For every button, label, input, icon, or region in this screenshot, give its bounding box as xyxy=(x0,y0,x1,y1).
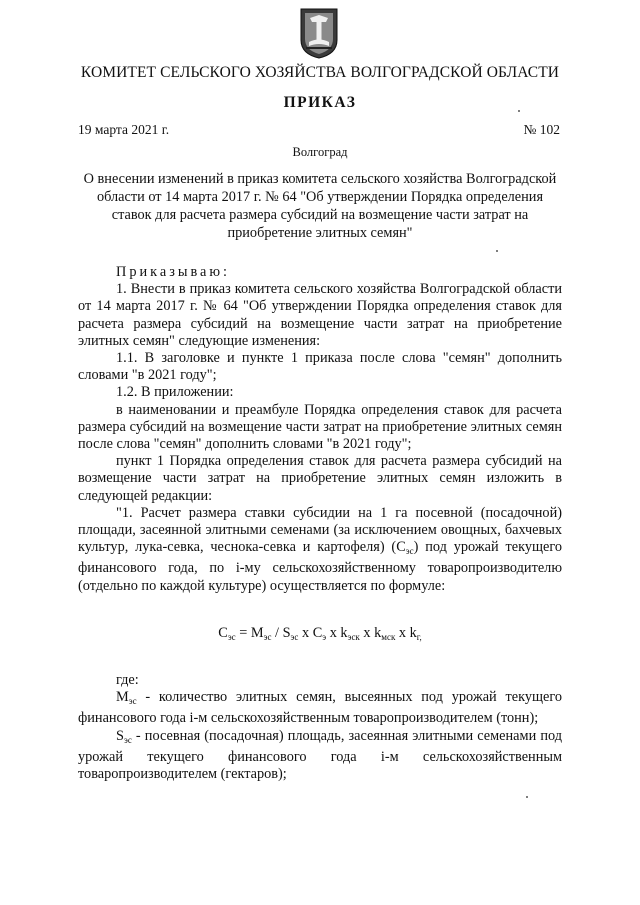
quote-text-after: ) под урожай текущего финансового года, по i-му сельскохозяйственному товаропроизводителю (отдельно по каждой культуре) осуществляется по формуле: xyxy=(78,539,562,594)
formula xyxy=(78,625,562,646)
document-city: Волгоград xyxy=(292,145,348,159)
definition-m xyxy=(78,689,562,727)
scan-speck xyxy=(518,110,520,112)
document-body xyxy=(78,264,562,783)
paragraph-1-2: 1.2. В приложении: xyxy=(116,384,234,401)
scan-speck xyxy=(496,250,498,252)
formula-times-1: x xyxy=(298,624,313,641)
formula-divide: / xyxy=(271,624,283,641)
organization-name: КОМИТЕТ СЕЛЬСКОГО ХОЗЯЙСТВА ВОЛГОГРАДСКОЙ ОБЛАСТИ xyxy=(80,64,560,81)
where-label: где: xyxy=(116,672,139,689)
scan-speck xyxy=(526,796,528,798)
definition-s xyxy=(78,728,562,784)
formula-k3: k xyxy=(409,624,417,641)
paragraph-1: 1. Внести в приказ комитета сельского хозяйства Волгоградской области от 14 марта 2017 г. № 64 "Об утверждении Порядка определения ставок для расчета размера субсидий на возмещение части затрат на приобретение элитных семян" следующие изменения: xyxy=(78,281,562,349)
paragraph-1-1: 1.1. В заголовке и пункте 1 приказа после слова "семян" дополнить словами "в 2021 году"; xyxy=(78,350,562,384)
order-word: Приказываю: xyxy=(116,264,231,280)
definition-s-symbol: S xyxy=(116,727,124,744)
quote-symbol-sub: эс xyxy=(405,546,414,557)
formula-m: М xyxy=(250,624,264,641)
definition-m-sub: эс xyxy=(128,696,137,707)
definition-m-text: - количество элитных семян, высеянных под урожай текущего финансового года i-м сельскохозяйственным товаропроизводителем (тонн); xyxy=(78,689,562,727)
coat-of-arms-emblem xyxy=(298,6,340,60)
formula-times-3: x xyxy=(359,624,375,641)
document-type: ПРИКАЗ xyxy=(283,94,357,111)
formula-c: С xyxy=(312,624,323,641)
formula-k1: k xyxy=(340,624,348,641)
formula-s: S xyxy=(282,624,291,641)
quote-text-before: "1. Расчет размера ставки субсидии на 1 га посевной (посадочной) площади, засеянной элитными семенами (за исключением овощных, бахчевых культур, лука-севка, чеснока-севка и картофеля) (С xyxy=(78,504,562,556)
document-date: 19 марта 2021 г. xyxy=(78,122,170,137)
paragraph-1-2-a: в наименовании и преамбуле Порядка определения ставок для расчета размера субсидий на возмещение части затрат на приобретение элитных семян после слова "семян" дополнить словами "в 2021 году"; xyxy=(78,401,562,453)
formula-times-2: x xyxy=(326,624,341,641)
formula-m-sub: эс xyxy=(263,631,272,642)
definition-m-symbol: М xyxy=(116,689,129,706)
document-title: О внесении изменений в приказ комитета сельского хозяйства Волгоградской области от 14 марта 2017 г. № 64 "Об утверждении Порядка определения ставок для расчета размера субсидий на возмещение части затрат на приобретение элитных семян" xyxy=(83,171,557,241)
formula-k2: k xyxy=(374,624,382,641)
formula-c-sub: э xyxy=(322,631,327,642)
definition-s-sub: эс xyxy=(123,734,132,745)
formula-equals: = xyxy=(235,624,251,641)
formula-k1-sub: эск xyxy=(347,631,360,642)
paragraph-1-2-b: пункт 1 Порядка определения ставок для расчета размера субсидий на возмещение части затрат на приобретение элитных семян изложить в следующей редакции: xyxy=(78,453,562,504)
formula-k3-sub: г, xyxy=(416,631,422,642)
document-number: № 102 xyxy=(523,122,560,137)
formula-lhs-sub: эс xyxy=(227,631,236,642)
formula-lhs: С xyxy=(218,624,228,641)
paragraph-quote xyxy=(78,505,562,595)
formula-k2-sub: мск xyxy=(381,631,396,642)
formula-times-4: x xyxy=(395,624,410,641)
definition-s-text: - посевная (посадочная) площадь, засеянная элитными семенами под урожай текущего финансового года i-м сельскохозяйственным товаропроизводителем (гектаров); xyxy=(78,727,562,783)
formula-s-sub: эс xyxy=(290,631,299,642)
